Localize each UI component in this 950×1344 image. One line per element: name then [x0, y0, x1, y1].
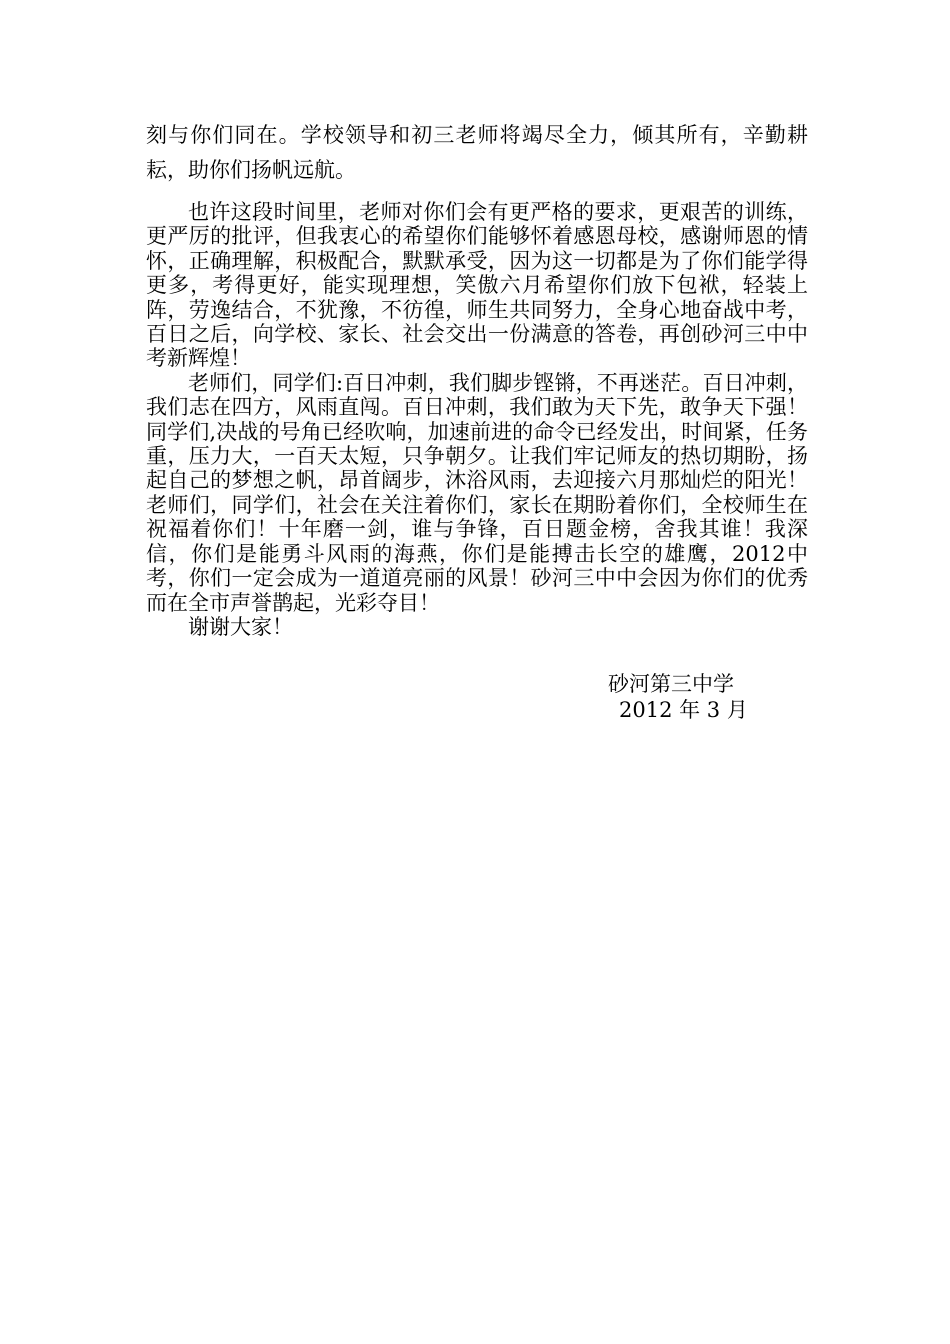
opening-paragraph: 刻与你们同在。学校领导和初三老师将竭尽全力，倾其所有，辛勤耕耘，助你们扬帆远航。 [146, 123, 808, 182]
signature-organization: 砂河第三中学 [608, 672, 734, 696]
signature-block [608, 671, 768, 723]
document-body [146, 118, 808, 639]
paragraph-hundred-day-sprint: 老师们，同学们:百日冲刺，我们脚步铿锵，不再迷茫。百日冲刺，我们志在四方，风雨直闯。百日冲刺，我们敢为天下先，敢争天下强！同学们,决战的号角已经吹响，加速前进的命令已经发出，时间紧，任务重，压力大，一百天太短，只争朝夕。让我们牢记师友的热切期盼，扬起自己的梦想之帆，昂首阔步，沐浴风雨，去迎接六月那灿烂的阳光！老师们，同学们，社会在关注着你们，家长在期盼着你们，全校师生在祝福着你们！十年磨一剑，谁与争锋，百日题金榜，舍我其谁！我深信，你们是能勇斗风雨的海燕，你们是能搏击长空的雄鹰，2012中考，你们一定会成为一道道亮丽的风景！砂河三中中会因为你们的优秀而在全市声誉鹊起，光彩夺目！ [146, 370, 808, 615]
signature-date: 2012 年 3 月 [619, 698, 748, 722]
paragraph-teacher-expectations: 也许这段时间里，老师对你们会有更严格的要求，更艰苦的训练，更严厉的批评，但我衷心的希望你们能够怀着感恩母校，感谢师恩的情怀，正确理解，积极配合，默默承受，因为这一切都是为了你们能学得更多，考得更好，能实现理想，笑傲六月希望你们放下包袱，轻装上阵，劳逸结合，不犹豫，不彷徨，师生共同努力，全身心地奋战中考，百日之后，向学校、家长、社会交出一份满意的答卷，再创砂河三中中考新辉煌！ [146, 200, 808, 371]
paragraph-thanks: 谢谢大家！ [188, 614, 293, 639]
